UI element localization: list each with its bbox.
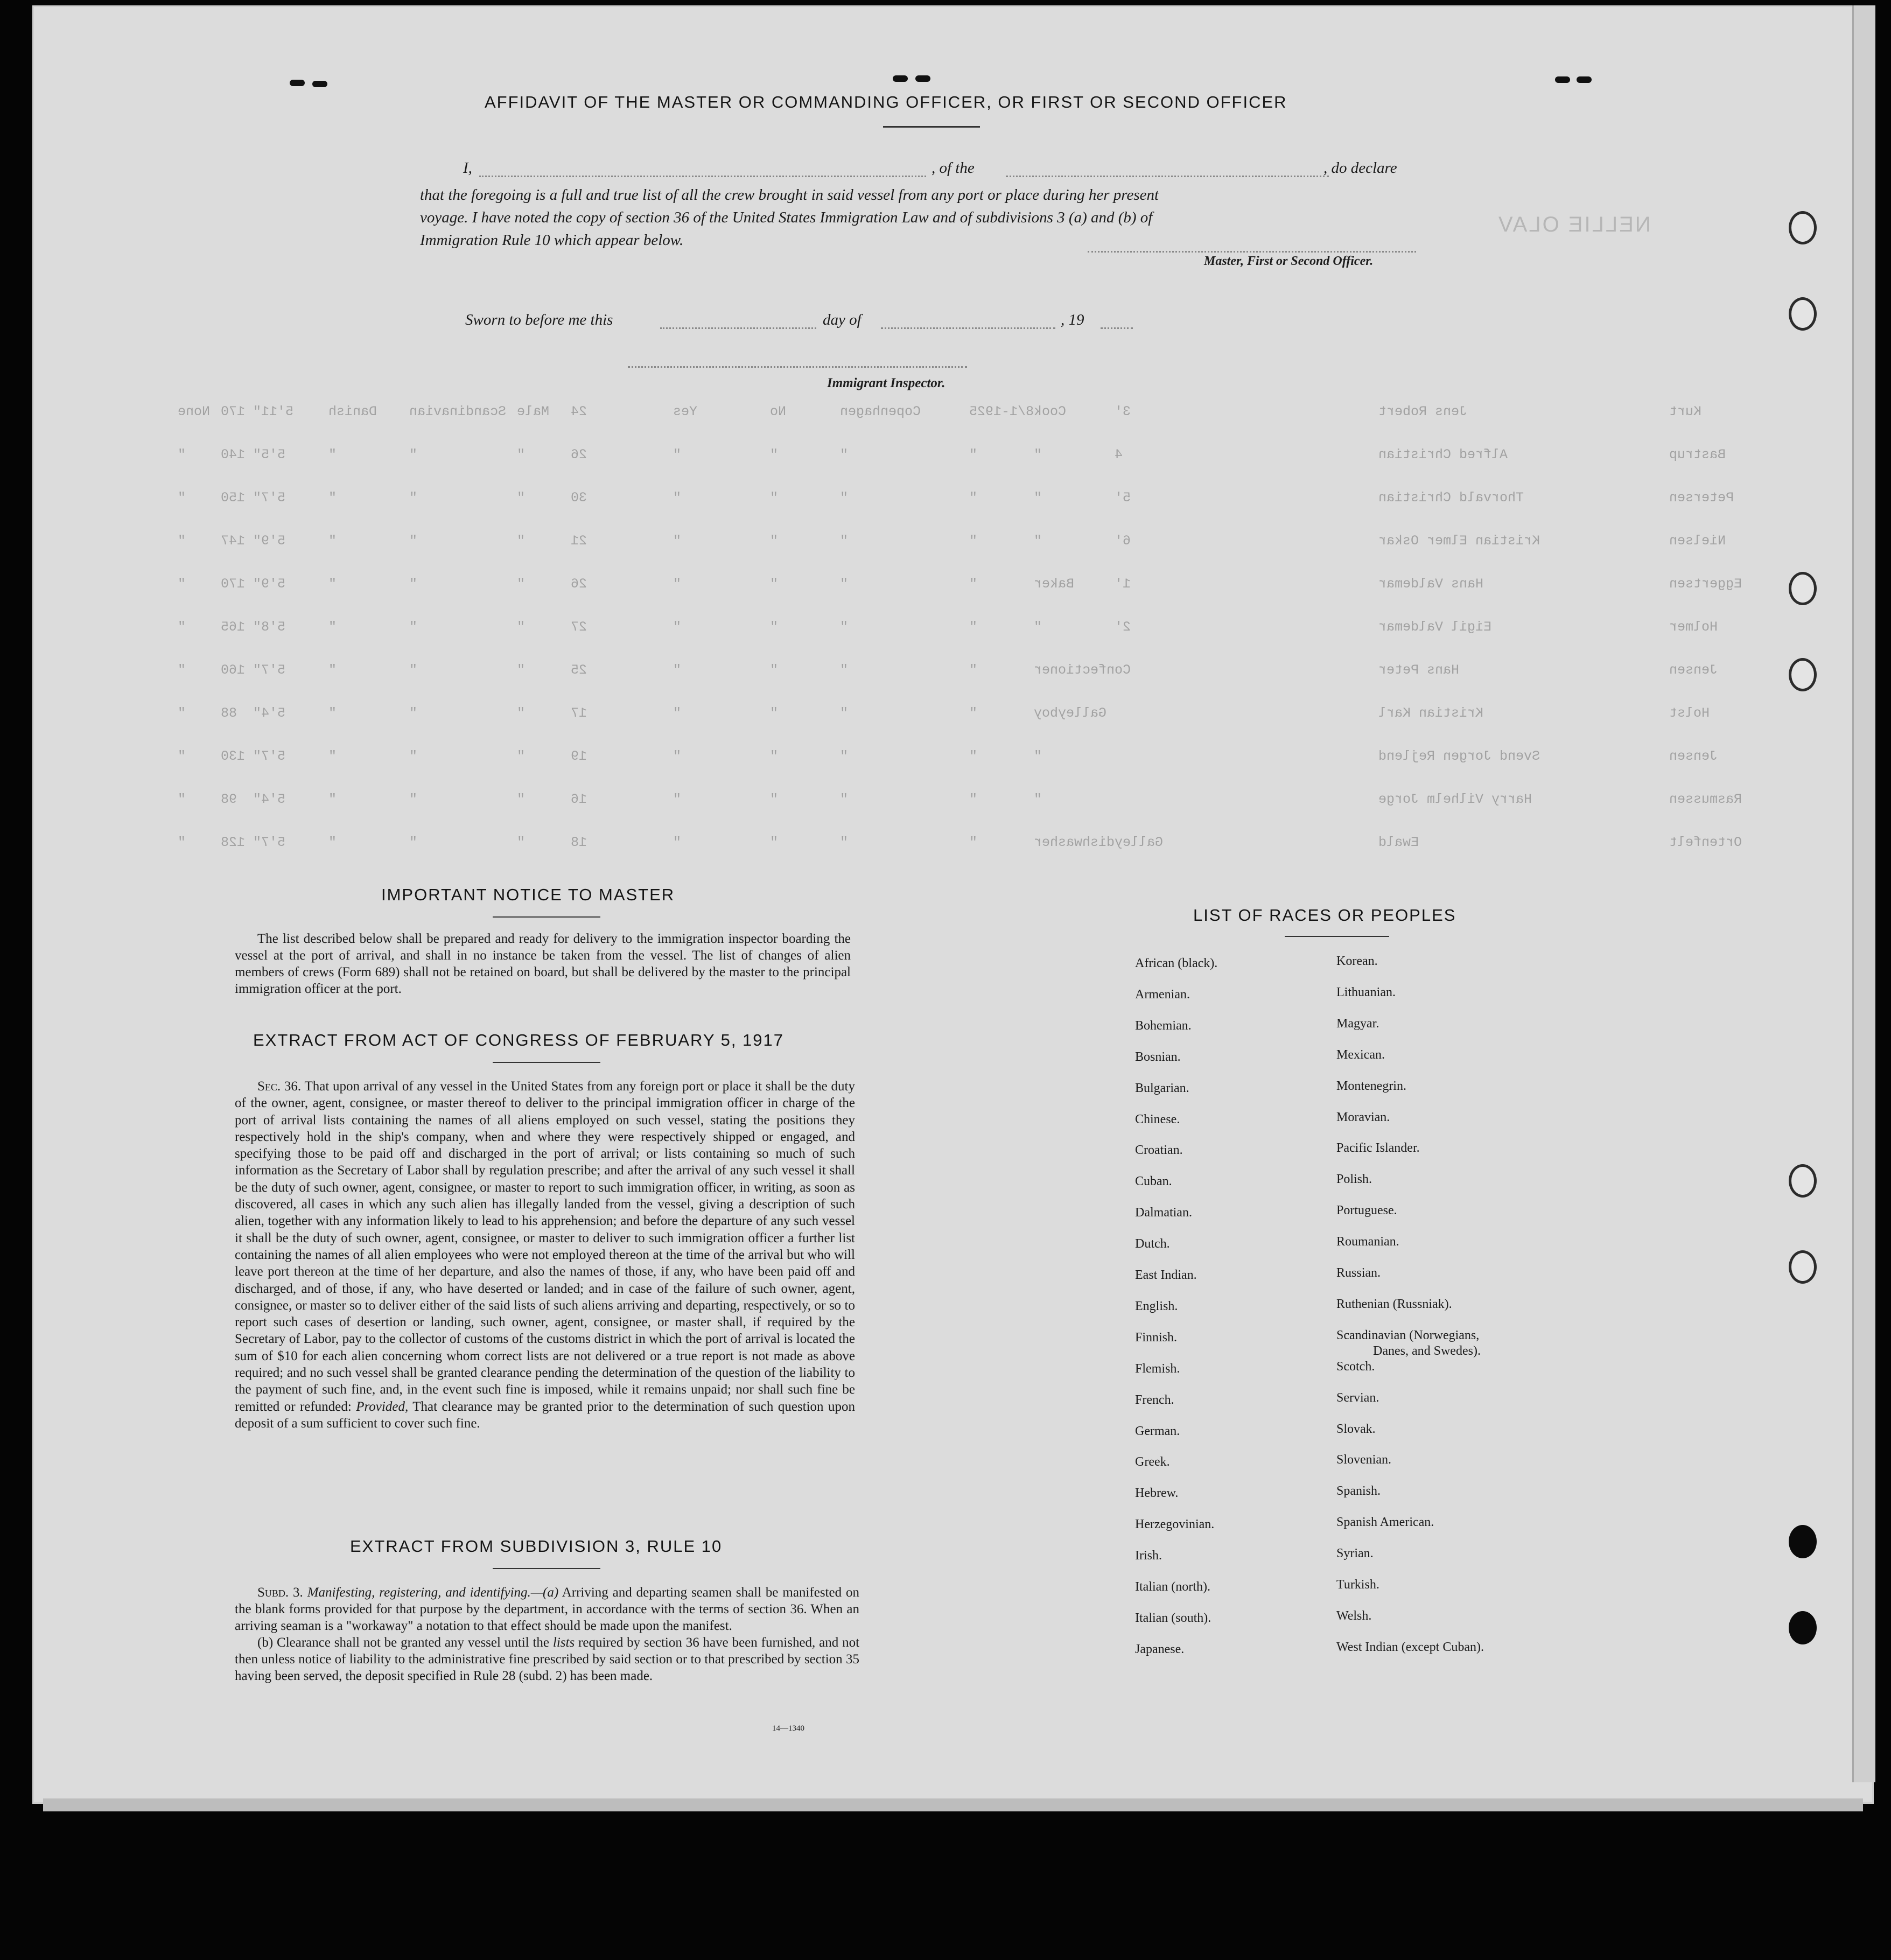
bleed-cell: " [840,748,849,764]
race-item: Hebrew. [1135,1486,1179,1500]
scandinavian-continuation: Danes, and Swedes). [1373,1344,1481,1358]
year-blank[interactable] [1101,327,1133,329]
bleed-cell: " [178,662,186,678]
bleed-cell: Confectioner [1034,662,1131,678]
bleed-cell: " [178,619,186,635]
race-item: English. [1135,1299,1178,1313]
bleed-cell: 3' [1115,404,1131,419]
bleed-cell: Rasmussen [1669,792,1742,807]
bleed-cell: " [770,619,779,635]
bleed-cell: " [328,835,337,850]
affidavit-line-2: that the foregoing is a full and true list of all the crew brought in said vessel from any port or place during her present [420,186,1159,204]
bleed-cell: " [969,447,978,463]
bleed-cell: " [770,533,779,549]
bleed-cell: " [840,792,849,807]
bleed-cell: " [840,576,849,592]
bleed-cell: " [770,662,779,678]
race-item: Pacific Islander. [1336,1141,1420,1155]
bleed-cell: Petersen [1669,490,1734,506]
bleed-cell: " [517,619,526,635]
bleed-cell: " [328,792,337,807]
bleed-cell: " [409,447,418,463]
bleed-cell: 30 [571,490,587,506]
races-title: LIST OF RACES OR PEOPLES [1193,906,1456,925]
bleed-cell: 150 [221,490,246,506]
notice-paragraph: The list described below shall be prepared and ready for delivery to the immigration inspector boarding the vessel at the port of arrival, and shall in no instance be taken from the vessel. The list of changes of alien members of crews (Form 689) shall not be retained on board, but shall be delivered by the master to the principal immigration officer at the port. [235,932,851,996]
bleed-cell: 160 [221,662,246,678]
bleed-cell: " [517,705,526,721]
bleed-cell: 170 [221,404,246,419]
race-item: Russian. [1336,1266,1381,1280]
bleed-cell: " [673,576,682,592]
bleed-cell: 26 [571,447,587,463]
bleed-cell: " [328,576,337,592]
notice-underline [493,916,600,918]
bleed-cell: " [969,662,978,678]
race-item: Italian (south). [1135,1611,1211,1625]
bleed-cell: 2' [1115,619,1131,635]
bleed-cell: " [178,533,186,549]
bleed-cell: 17 [571,705,587,721]
bleed-cell: " [840,490,849,506]
bleed-cell: " [409,619,418,635]
bleed-cell: " [840,533,849,549]
bleed-cell: 5'7" [253,662,286,678]
bleed-cell: " [673,748,682,764]
races-underline [1285,936,1389,937]
punch-hole [1789,1611,1817,1644]
race-item: Slovak. [1336,1422,1376,1436]
bleed-cell: 5'8" [253,619,286,635]
bleed-cell: Jensen [1669,662,1718,678]
bleed-cell: Eggertsen [1669,576,1742,592]
race-item: Portuguese. [1336,1203,1397,1217]
inspector-blank[interactable] [628,366,967,368]
provided-label: Provided, [356,1399,409,1414]
bleed-cell: 16 [571,792,587,807]
race-item: Scandinavian (Norwegians, [1336,1328,1480,1342]
race-item: Dutch. [1135,1237,1170,1251]
day-of-text: day of [823,311,862,328]
bleed-cell: " [969,576,978,592]
bleed-cell: Kristian Elmer Oskar [1378,533,1540,549]
race-item: Roumanian. [1336,1235,1399,1249]
bleed-cell: 165 [221,619,246,635]
bleed-cell: 24 [571,404,587,419]
bleed-cell: " [969,490,978,506]
bleed-cell: " [409,748,418,764]
bleed-cell: " [328,490,337,506]
bleed-cell: " [517,490,526,506]
bleed-cell: Copenhagen [840,404,921,419]
bleed-cell: " [409,576,418,592]
affidavit-line-3: voyage. I have noted the copy of section 36 of the United States Immigration Law and of subdivisions 3 (a) and (b) of [420,209,1153,226]
bleed-cell: 5'11" [253,404,294,419]
race-item: Polish. [1336,1172,1372,1186]
bleed-cell: 5'7" [253,490,286,506]
bleed-cell: " [969,835,978,850]
bleed-cell: " [409,705,418,721]
para-b-2: required by section 36 have been furnished, and not then unless notice of liability to the administrative fine prescribed by said section or to that prescribed by section 35 having been served, the deposit specified in Rule 28 (subd. 2) has been made. [235,1635,860,1683]
bleed-cell: " [178,576,186,592]
bleed-cell: 6' [1115,533,1131,549]
bleed-cell: Holst [1669,705,1710,721]
bleed-cell: " [673,835,682,850]
bleed-cell: Thorvald Christian [1378,490,1524,506]
bleed-cell: Svend Jorgen Rejlend [1378,748,1540,764]
month-blank[interactable] [881,327,1055,329]
bleed-cell: 5'9" [253,576,286,592]
para-b-label: (b) [257,1635,274,1650]
para-b-1: Clearance shall not be granted any vessel until the [277,1635,550,1650]
bleed-cell: " [673,619,682,635]
bleed-cell: 5'5" [253,447,286,463]
bleed-cell: 5'7" [253,835,286,850]
bleed-cell: 4 [1115,447,1123,463]
race-item: Cuban. [1135,1174,1172,1188]
bleed-cell: Nielsen [1669,533,1726,549]
race-item: Syrian. [1336,1546,1374,1560]
bleed-cell: " [1034,447,1042,463]
bleed-cell: Male [517,404,550,419]
bleed-cell: 130 [221,748,246,764]
bleed-cell: " [178,748,186,764]
race-item: West Indian (except Cuban). [1336,1640,1484,1654]
title-underline [883,126,980,128]
race-item: Flemish. [1135,1362,1180,1376]
year-text: , 19 [1061,311,1084,328]
bleed-cell: " [840,662,849,678]
bleed-cell: " [328,748,337,764]
para-a: Arriving and departing seamen shall be manifested on the blank forms provided for that purpose by the department, in accordance with the terms of section 36. When an arriving seaman is a "workaway" a notation to that effect should be made upon the manifest. [235,1585,859,1633]
bleed-cell: " [1034,748,1042,764]
bleed-cell: 27 [571,619,587,635]
race-item: Italian (north). [1135,1580,1210,1594]
bleed-cell: Holmer [1669,619,1718,635]
bleed-cell: " [840,705,849,721]
affidavit-i: I, [463,159,472,177]
bleed-cell: " [770,705,779,721]
bleed-cell: " [178,490,186,506]
race-item: Scotch. [1336,1360,1375,1374]
rule-title: EXTRACT FROM SUBDIVISION 3, RULE 10 [350,1537,723,1556]
race-item: Servian. [1336,1391,1379,1405]
bleed-cell: " [969,792,978,807]
bleed-cell: Jensen [1669,748,1718,764]
bleed-cell: " [409,835,418,850]
rule-underline [493,1568,600,1569]
bleed-cell: " [969,619,978,635]
bleed-cell: " [328,662,337,678]
bleed-cell: Bastrup [1669,447,1726,463]
bleed-cell: Eigil Valdemar [1378,619,1492,635]
punch-hole [1789,1525,1817,1558]
bleed-cell: Cook [1034,404,1067,419]
bleed-cell: 5'9" [253,533,286,549]
bleed-cell: " [409,490,418,506]
bleed-cell: " [969,748,978,764]
bleed-cell: 19 [571,748,587,764]
race-item: East Indian. [1135,1268,1197,1282]
bleed-cell: " [673,792,682,807]
bleed-cell: " [1034,792,1042,807]
bleed-cell: " [517,662,526,678]
bleed-cell: Galleyboy [1034,705,1107,721]
document-sheet [32,5,1874,1804]
clip-mark [1555,76,1570,83]
clip-mark [290,80,305,86]
bleed-cell: No [770,404,787,419]
bleed-cell: " [1034,619,1042,635]
race-item: Lithuanian. [1336,985,1396,999]
bleed-cell: " [770,490,779,506]
rule-text [235,1584,859,1684]
bleed-cell: 5' [1115,490,1131,506]
bleed-cell: " [517,748,526,764]
bleed-cell: " [178,835,186,850]
bleed-cell: Alfred Christian [1378,447,1508,463]
bleed-cell: " [770,835,779,850]
race-item: Slovenian. [1336,1453,1391,1467]
race-item: Bosnian. [1135,1050,1181,1064]
bleed-cell: Kurt [1669,404,1702,419]
race-item: Chinese. [1135,1112,1180,1126]
bleed-cell: " [517,447,526,463]
race-item: Korean. [1336,954,1378,968]
bleed-cell: 88 [221,705,237,721]
bleed-cell: " [409,533,418,549]
bleed-cell: 140 [221,447,246,463]
race-item: Ruthenian (Russniak). [1336,1297,1452,1311]
day-blank[interactable] [660,327,816,329]
bleed-cell: 5'7" [253,748,286,764]
race-item: African (black). [1135,956,1218,970]
race-item: Magyar. [1336,1017,1379,1031]
punch-hole [1789,658,1817,691]
subd-heading: Manifesting, registering, and identifying.—(a) [307,1585,559,1600]
bleed-cell: " [673,447,682,463]
bleed-cell: " [840,619,849,635]
bleed-cell: " [770,447,779,463]
bleed-cell: " [770,792,779,807]
bleed-cell: " [328,533,337,549]
bleed-cell: Danish [328,404,377,419]
race-item: Spanish. [1336,1484,1381,1498]
punch-hole [1789,572,1817,605]
inspector-label: Immigrant Inspector. [827,376,946,390]
clip-mark [1577,76,1592,83]
clip-mark [312,81,327,87]
race-item: Bulgarian. [1135,1081,1189,1095]
act-underline [493,1062,600,1063]
bleed-cell: " [328,447,337,463]
form-number: 14—1340 [772,1724,804,1733]
race-item: Croatian. [1135,1143,1183,1157]
bleed-cell: Scandinavian [409,404,507,419]
bottom-fold [43,1798,1863,1811]
bleed-cell: " [840,835,849,850]
bleed-cell: 5'4" [253,792,286,807]
affidavit-do-declare: , do declare [1323,159,1397,177]
bleed-cell: Harry Vilhelm Jorge [1378,792,1532,807]
race-item: Bohemian. [1135,1019,1192,1033]
bleed-cell: " [673,662,682,678]
race-item: Finnish. [1135,1331,1178,1345]
act-paragraph: That upon arrival of any vessel in the United States from any foreign port or place it shall be the duty of the owner, agent, consignee, or master thereof to deliver to the principal immigration officer in charge of the port of arrival lists containing the names of all aliens employed on such vessel, stating the positions they respectively hold in the ship's company, when and where they were respectively shipped or engaged, and specifying those to be paid off and discharged in the port of arrival; or lists containing so much of such information as the Secretary of Labor shall by regulation prescribe; and after the arrival of any such vessel it shall be the duty of such owner, agent, consignee, or master to report to such immigration officer, in writing, as soon as discovered, all cases in which any such alien has illegally landed from the vessel, giving a description of such alien, together with any information likely to lead to his apprehension; and before the departure of any such vessel it shall be the duty of such owner, agent, consignee, or master to deliver to such immigration officer a further list containing the names of all alien employees who were not employed thereon at the time of the arrival but who will leave port thereon at the time of her departure, and also the names of those, if any, who have been paid off and discharged, and of those, if any, who have deserted or landed; and in case of the failure of such owner, agent, consignee, or master so to deliver either of the said lists of such aliens arriving and departing, respectively, or so to report such cases of desertion or landing, such owner, agent, consignee, or master shall, if required by the Secretary of Labor, pay to the collector of customs of the customs district in which the port of arrival is located the sum of $10 for each alien concerning whom correct lists are not delivered or a true report is not made as above required; and no such vessel shall be granted clearance pending the determination of the question of the liability to the payment of such fine, and, in the event such fine is imposed, while it remains unpaid; nor shall such fine be remitted or refunded: [235,1079,855,1414]
subd-label: Subd. 3. [257,1585,303,1600]
bleed-cell: " [517,792,526,807]
race-item: Japanese. [1135,1642,1185,1656]
bleed-cell: " [409,662,418,678]
bleed-cell: " [673,705,682,721]
punch-hole [1789,211,1817,244]
bleed-cell: " [409,792,418,807]
bleed-cell: " [770,748,779,764]
bleed-cell: " [328,705,337,721]
bleed-cell: Ortenfelt [1669,835,1742,850]
vessel-blank[interactable] [1006,176,1329,177]
race-item: Moravian. [1336,1110,1390,1124]
race-item: Dalmatian. [1135,1206,1192,1220]
bleed-cell: Galleydishwasher [1034,835,1164,850]
bleed-cell: Kristian Karl [1378,705,1484,721]
race-item: Greek. [1135,1455,1170,1469]
race-item: German. [1135,1424,1180,1438]
bleed-cell: 5'4" [253,705,286,721]
bleed-cell: 147 [221,533,246,549]
race-item: Herzegovinian. [1135,1517,1215,1531]
bleed-cell: 21 [571,533,587,549]
race-item: Mexican. [1336,1048,1385,1062]
punch-hole [1789,297,1817,331]
bleed-cell: Ewald [1378,835,1419,850]
bleed-cell: None [178,404,211,419]
race-item: Turkish. [1336,1578,1379,1592]
bleed-cell: 26 [571,576,587,592]
bleed-cell: Yes [673,404,698,419]
race-item: French. [1135,1393,1174,1407]
bleed-cell: Jens Robert [1378,404,1468,419]
bleed-cell: 18 [571,835,587,850]
bleed-cell: " [770,576,779,592]
affidavit-title: AFFIDAVIT OF THE MASTER OR COMMANDING OFFICER, OR FIRST OR SECOND OFFICER [485,93,1287,111]
sec-label: Sec. 36. [257,1079,302,1094]
sheet-edge [1852,5,1875,1782]
act-text [235,1078,855,1432]
bleed-cell: " [1034,533,1042,549]
bleed-cell: " [328,619,337,635]
bleed-cell: Hans Peter [1378,662,1460,678]
affidavit-of-the: , of the [932,159,975,177]
race-item: Armenian. [1135,988,1190,1002]
race-item: Welsh. [1336,1609,1372,1623]
sworn-text: Sworn to before me this [465,311,613,328]
para-b-lists: lists [552,1635,575,1650]
bleed-cell: 170 [221,576,246,592]
bleed-cell: 8/1-1925 [969,404,1034,419]
affidavit-line-4: Immigration Rule 10 which appear below. [420,232,684,249]
bleed-header: NELLIE OLAV [1497,213,1651,236]
punch-hole [1789,1250,1817,1284]
bleed-cell: Hans Valdemar [1378,576,1484,592]
bleed-cell: " [673,533,682,549]
signature-blank[interactable] [1088,251,1416,253]
act-paragraph-end: That clearance may be granted prior to the determination of such question upon deposit of a sum sufficient to cover such fine. [235,1399,855,1431]
bleed-cell: " [969,705,978,721]
bleed-cell: " [517,533,526,549]
name-blank[interactable] [479,176,926,177]
clip-mark [915,75,930,82]
act-title: EXTRACT FROM ACT OF CONGRESS OF FEBRUARY 5, 1917 [253,1031,785,1049]
bleed-cell: " [969,533,978,549]
bleed-cell: " [178,792,186,807]
bleed-cell: 1' [1115,576,1131,592]
bleed-cell: " [178,447,186,463]
clip-mark [893,75,908,82]
bleed-cell: " [178,705,186,721]
race-item: Montenegrin. [1336,1079,1406,1093]
bleed-cell: 25 [571,662,587,678]
bleed-cell: " [517,835,526,850]
bleed-cell: 128 [221,835,246,850]
bleed-cell: 98 [221,792,237,807]
bleed-cell: " [1034,490,1042,506]
bleed-cell: " [517,576,526,592]
bleed-cell: " [840,447,849,463]
race-item: Spanish American. [1336,1515,1434,1529]
bleed-cell: " [673,490,682,506]
notice-title: IMPORTANT NOTICE TO MASTER [381,885,675,904]
race-item: Irish. [1135,1549,1162,1563]
punch-hole [1789,1164,1817,1198]
bleed-cell: Baker [1034,576,1075,592]
signature-label: Master, First or Second Officer. [1204,254,1374,268]
notice-text [235,930,851,997]
